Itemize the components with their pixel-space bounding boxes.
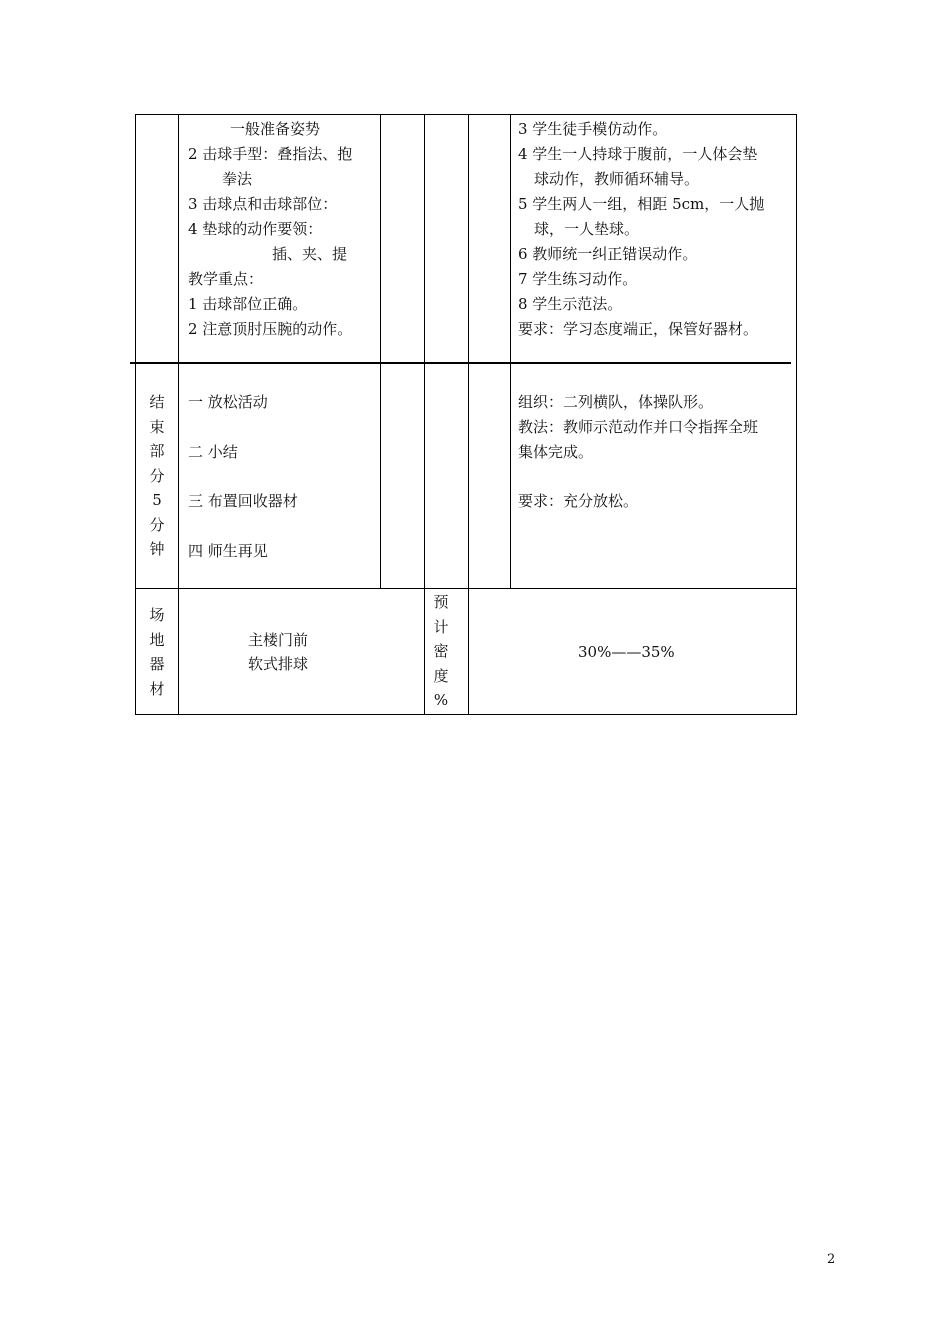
- page-number: 2: [827, 1252, 836, 1267]
- table-right-border: [796, 114, 797, 714]
- density-value: 30%——35%: [578, 643, 675, 661]
- method-line: 3 学生徒手模仿动作。: [518, 120, 668, 138]
- col-divider-4: [468, 114, 469, 714]
- table-left-border: [135, 114, 136, 714]
- label-char: 部: [149, 442, 165, 460]
- label-char: 地: [149, 630, 165, 649]
- venue-content: 主楼门前: [248, 631, 309, 649]
- col-divider-5: [510, 114, 511, 588]
- table-bottom-border: [135, 714, 797, 715]
- label-char: 场: [149, 606, 165, 624]
- label-char: 束: [149, 417, 165, 436]
- table-top-border: [135, 114, 797, 115]
- label-char: 材: [149, 679, 165, 698]
- method-line: 球动作，教师循环辅导。: [534, 170, 700, 188]
- content-line: 4 垫球的动作要领：: [188, 220, 323, 238]
- method-line: 4 学生一人持球于腹前，一人体会垫: [518, 145, 758, 163]
- ending-item: 四 师生再见: [188, 542, 268, 560]
- label-char: 计: [433, 617, 449, 636]
- organization-line: 集体完成。: [518, 443, 594, 461]
- method-line: 5 学生两人一组，相距 5cm，一人抛: [518, 195, 765, 213]
- content-line: 2 注意顶肘压腕的动作。: [188, 320, 353, 338]
- label-char: 钟: [149, 540, 165, 558]
- method-line: 6 教师统一纠正错误动作。: [518, 245, 698, 263]
- method-line: [534, 217, 639, 242]
- organization-line: 要求：充分放松。: [518, 492, 639, 510]
- label-char: 器: [149, 655, 165, 673]
- row-divider: [135, 588, 797, 589]
- method-line-prefix: 球，: [534, 220, 565, 238]
- organization-line: 组织：二列横队，体操队形。: [518, 393, 714, 411]
- content-line: 教学重点：: [188, 270, 264, 288]
- section-divider: [130, 362, 791, 364]
- content-line: 3 击球点和击球部位：: [188, 195, 338, 213]
- venue-label: [142, 603, 172, 701]
- method-line-rest: 一人垫球。: [564, 220, 640, 238]
- label-char: 5: [152, 491, 162, 509]
- method-line: 要求：学习态度端正，保管好器材。: [518, 320, 759, 338]
- label-char: %: [433, 691, 449, 709]
- ending-section-label: [142, 390, 172, 562]
- content-line: 插、夹、提: [272, 245, 348, 263]
- venue-content: 软式排球: [248, 655, 309, 673]
- ending-item: 二 小结: [188, 443, 238, 461]
- ending-item: 三 布置回收器材: [188, 492, 298, 510]
- content-line: 一般准备姿势: [230, 120, 321, 138]
- organization-line: 教法：教师示范动作并口令指挥全班: [518, 418, 759, 436]
- label-char: 密: [433, 642, 449, 660]
- col-divider-1: [178, 114, 179, 714]
- method-line: 8 学生示范法。: [518, 295, 623, 313]
- content-line: 拳法: [222, 170, 253, 188]
- col-divider-3: [424, 114, 425, 714]
- density-label: [426, 590, 456, 713]
- method-line: 7 学生练习动作。: [518, 270, 638, 288]
- content-line: 1 击球部位正确。: [188, 295, 308, 313]
- content-line: 2 击球手型：叠指法、抱: [188, 145, 353, 163]
- label-char: 分: [149, 515, 165, 534]
- ending-item: 一 放松活动: [188, 393, 268, 411]
- label-char: 度: [433, 666, 449, 685]
- label-char: 分: [149, 466, 165, 485]
- label-char: 结: [149, 393, 165, 411]
- col-divider-2: [380, 114, 381, 588]
- label-char: 预: [433, 593, 449, 611]
